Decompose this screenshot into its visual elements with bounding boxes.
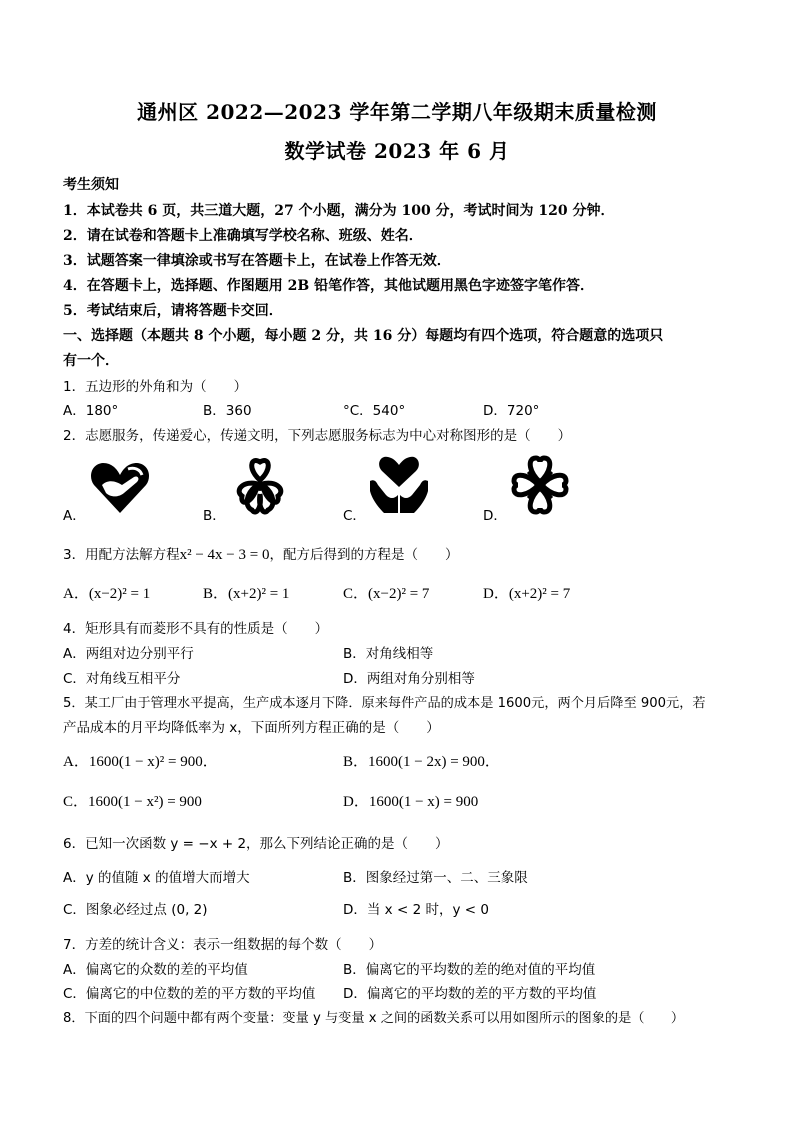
question-5-stem: 5．某工厂由于管理水平提高，生产成本逐月下降．原来每件产品的成本是 1600元，两个月后降至 900元，若 [63,696,706,711]
heart-flower-logo-icon [226,450,294,522]
q3-stem-prefix: 3．用配方法解方程 [63,547,180,563]
q2-option-d: D． [483,508,507,524]
q1-option-c: °C．540° [343,403,406,419]
q6-option-b: B．图象经过第一、二、三象限 [343,870,528,886]
q2-option-b: B． [203,508,226,524]
q3-option-c: C．(x−2)² = 7 [343,586,430,602]
q2-option-c: C． [343,508,366,524]
question-2-stem: 2．志愿服务，传递爱心，传递文明，下列志愿服务标志为中心对称图形的是（ ） [63,428,572,444]
notice-item: 3．试题答案一律填涂或书写在答题卡上，在试卷上作答无效． [63,253,451,269]
question-5-stem-cont: 产品成本的月平均降低率为 x，下面所列方程正确的是（ ） [63,720,440,736]
question-3-stem [63,543,458,564]
q4-option-d: D．两组对角分别相等 [343,671,475,687]
question-8-stem: 8．下面的四个问题中都有两个变量：变量 y 与变量 x 之间的函数关系可以用如图所示的图象的是（ ） [63,1011,685,1026]
exam-subtitle: 数学试卷 2023 年 6 月 [284,139,510,163]
q7-option-b: B．偏离它的平均数的差的绝对值的平均值 [343,962,596,978]
q7-option-c: C．偏离它的中位数的差的平方数的平均值 [63,986,316,1002]
q6-option-a: A．y 的值随 x 的值增大而增大 [63,870,250,886]
notice-item: 2．请在试卷和答题卡上准确填写学校名称、班级、姓名． [63,228,423,244]
q4-option-b: B．对角线相等 [343,646,434,662]
question-6-stem: 6．已知一次函数 y = −x + 2，那么下列结论正确的是（ ） [63,836,449,852]
q4-option-c: C．对角线互相平分 [63,671,181,687]
q1-option-d: D．720° [483,403,540,419]
q4-option-a: A．两组对边分别平行 [63,646,194,662]
question-4-stem: 4．矩形具有而菱形不具有的性质是（ ） [63,621,329,637]
question-1-stem: 1．五边形的外角和为（ ） [63,379,248,395]
section-heading-cont: 有一个． [63,353,119,369]
question-7-stem: 7．方差的统计含义：表示一组数据的每个数（ ） [63,937,383,953]
heart-in-hands-logo-icon [368,455,430,515]
notice-item: 1．本试卷共 6 页，共三道大题，27 个小题，满分为 100 分，考试时间为 120 分钟． [63,203,615,219]
q2-option-a: A． [63,508,86,524]
exam-title: 通州区 2022—2023 学年第二学期八年级期末质量检测 [137,100,657,124]
q5-option-d: D．1600(1 − x) = 900 [343,794,479,810]
q3-option-d: D．(x+2)² = 7 [483,586,571,602]
notice-item: 5．考试结束后，请将答题卡交回． [63,303,283,319]
q3-equation: x² − 4x − 3 = 0 [179,547,270,563]
heart-hand-logo-icon [88,455,152,519]
q1-option-b: B．360 [203,403,252,419]
q3-option-a: A．(x−2)² = 1 [63,586,151,602]
q6-option-c: C．图象必经过点 (0, 2) [63,902,208,918]
q7-option-a: A．偏离它的众数的差的平均值 [63,962,248,978]
q3-stem-suffix: ，配方后得到的方程是（ ） [269,547,459,563]
notice-item: 4．在答题卡上，选择题、作图题用 2B 铅笔作答，其他试题用黑色字迹签字笔作答． [63,278,595,294]
q5-option-a: A．1600(1 − x)² = 900． [63,754,218,770]
heart-clover-logo-icon [508,452,572,518]
section-heading: 一、选择题（本题共 8 个小题，每小题 2 分，共 16 分）每题均有四个选项，符合题意的选项只 [63,328,664,344]
notice-heading: 考生须知 [63,177,119,193]
q5-option-c: C．1600(1 − x²) = 900 [63,794,202,810]
q6-option-d: D．当 x < 2 时，y < 0 [343,902,489,918]
q1-option-a: A．180° [63,403,119,419]
q5-option-b: B．1600(1 − 2x) = 900． [343,754,500,770]
q7-option-d: D．偏离它的平均数的差的平方数的平均值 [343,986,597,1002]
q3-option-b: B．(x+2)² = 1 [203,586,290,602]
